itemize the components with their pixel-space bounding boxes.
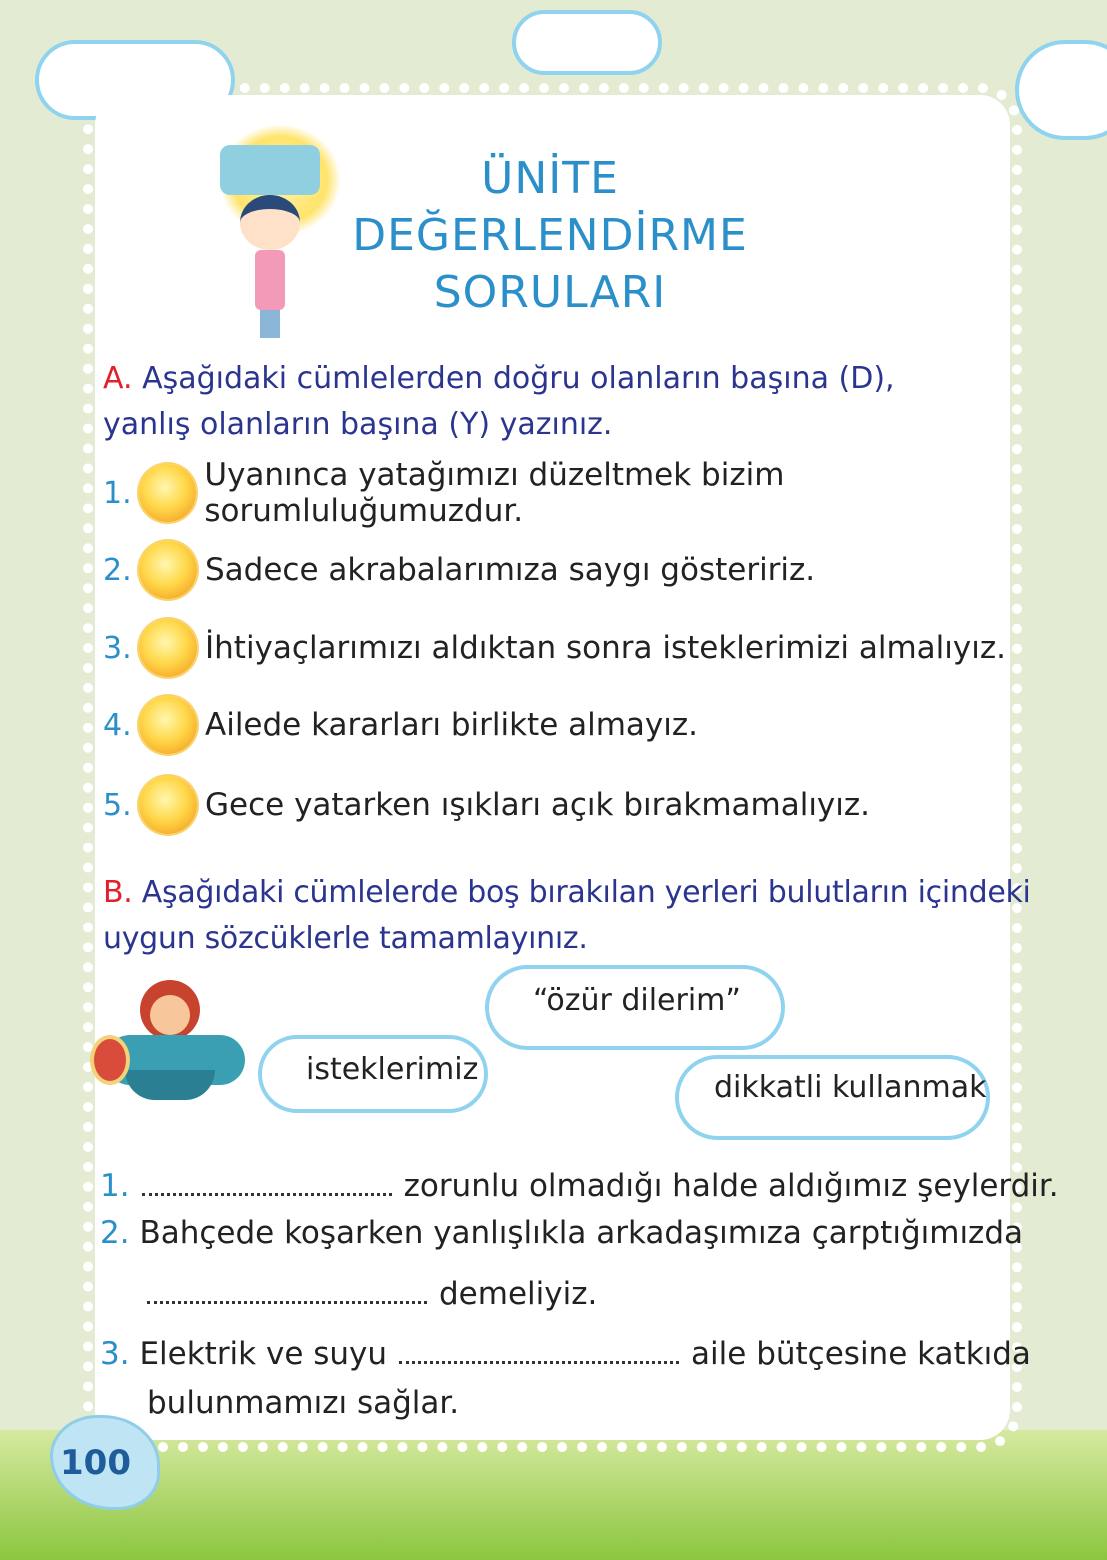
bg-cloud — [512, 10, 662, 75]
true-false-item — [103, 618, 1006, 678]
fill-question-cont — [135, 1276, 597, 1312]
question-text: aile bütçesine katkıda — [691, 1336, 1031, 1372]
answer-circle[interactable] — [139, 776, 197, 834]
fill-question — [100, 1215, 1023, 1251]
question-text: zorunlu olmadığı halde aldığımız şeylerdir. — [403, 1168, 1059, 1204]
item-text: Ailede kararları birlikte almayız. — [205, 707, 699, 743]
true-false-item — [103, 695, 698, 755]
instruction-text: Aşağıdaki cümlelerde boş bırakılan yerleri bulutların içindeki — [141, 875, 1031, 910]
section-b-instruction — [103, 870, 1031, 962]
question-number: 1. — [100, 1168, 130, 1204]
question-number: 2. — [100, 1215, 130, 1251]
question-number: 3. — [100, 1336, 130, 1372]
question-text: Elektrik ve suyu — [139, 1336, 388, 1372]
item-number: 5. — [103, 787, 132, 823]
answer-circle[interactable] — [139, 541, 197, 599]
answer-blank[interactable] — [142, 1188, 392, 1196]
instruction-text: uygun sözcüklerle tamamlayınız. — [103, 921, 588, 956]
word-option: dikkatli kullanmak — [714, 1070, 987, 1105]
true-false-item — [103, 775, 870, 835]
word-option: isteklerimiz — [306, 1052, 479, 1087]
page-number: 100 — [60, 1443, 131, 1483]
item-number: 4. — [103, 707, 132, 743]
answer-circle[interactable] — [139, 619, 197, 677]
question-text: demeliyiz. — [439, 1276, 598, 1312]
page-title — [350, 150, 750, 321]
item-text: Uyanınca yatağımızı düzeltmek bizim sorumluluğumuzdur. — [204, 457, 785, 529]
section-letter: A. — [103, 361, 133, 396]
section-letter: B. — [103, 875, 133, 910]
item-text: Gece yatarken ışıkları açık bırakmamalıyız. — [205, 787, 871, 823]
section-a-instruction — [103, 356, 895, 448]
fill-question — [100, 1336, 1031, 1372]
airplane-illustration — [85, 975, 250, 1125]
instruction-text: Aşağıdaki cümlelerden doğru olanların başına (D), — [142, 361, 895, 396]
answer-circle[interactable] — [139, 696, 197, 754]
question-text: bulunmamızı sağlar. — [147, 1385, 460, 1421]
title-line: ÜNİTE — [481, 153, 619, 204]
word-option: “özür dilerim” — [533, 983, 741, 1018]
item-number: 2. — [103, 552, 132, 588]
grass-decoration — [0, 1430, 1107, 1560]
item-text: İhtiyaçlarımızı aldıktan sonra isteklerimizi almalıyız. — [205, 630, 1006, 666]
true-false-item — [103, 540, 815, 600]
true-false-item — [103, 457, 1107, 529]
answer-blank[interactable] — [147, 1296, 427, 1304]
item-text: Sadece akrabalarımıza saygı gösteririz. — [205, 552, 816, 588]
answer-blank[interactable] — [399, 1356, 679, 1364]
question-text: Bahçede koşarken yanlışlıkla arkadaşımıza çarptığımızda — [139, 1215, 1023, 1251]
fill-question — [100, 1168, 1059, 1204]
title-line: DEĞERLENDİRME — [352, 210, 748, 261]
item-number: 1. — [103, 475, 132, 511]
answer-circle[interactable] — [139, 464, 197, 522]
title-line: SORULARI — [433, 267, 667, 318]
item-number: 3. — [103, 630, 132, 666]
bg-cloud — [1015, 40, 1107, 140]
instruction-text: yanlış olanların başına (Y) yazınız. — [103, 407, 613, 442]
fill-question-cont — [147, 1385, 459, 1421]
